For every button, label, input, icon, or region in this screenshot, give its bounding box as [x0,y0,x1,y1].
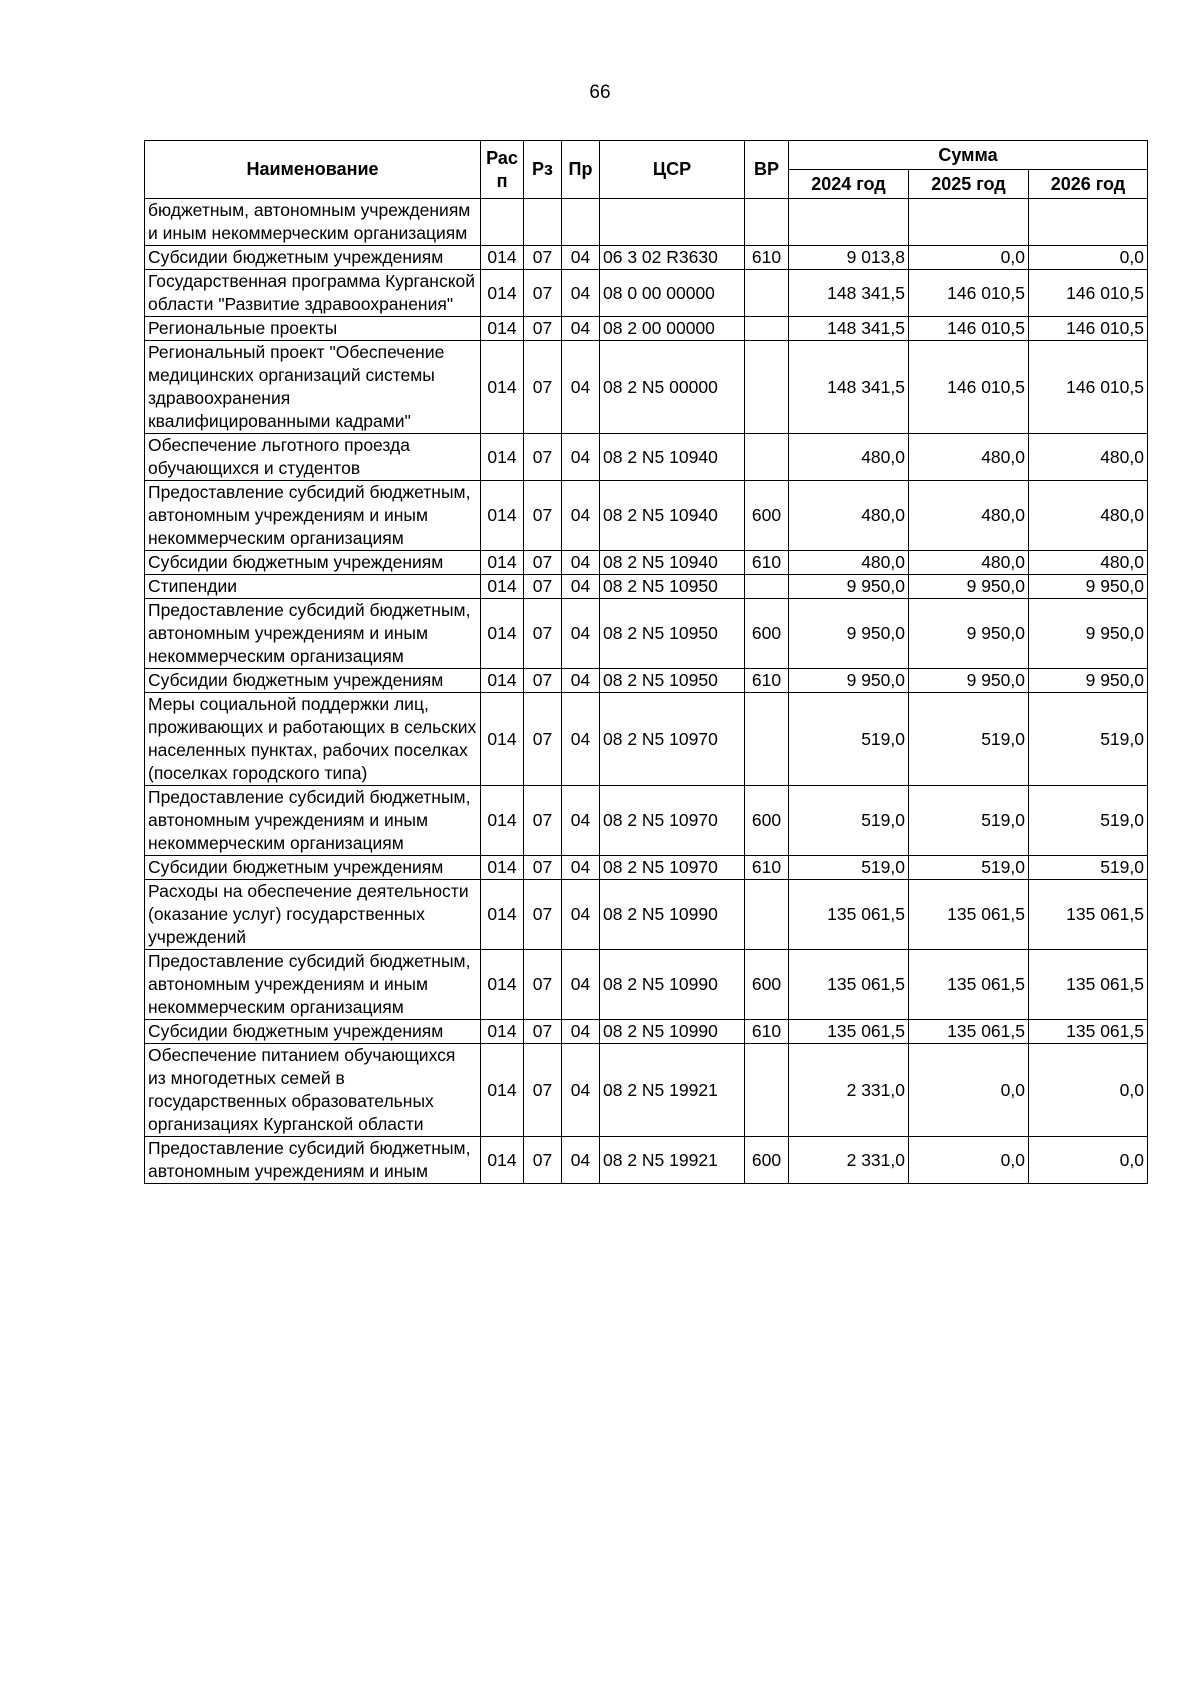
cell-pr: 04 [562,950,600,1020]
cell-vr [745,341,789,434]
cell-vr [745,693,789,786]
cell-pr: 04 [562,786,600,856]
cell-rz: 07 [524,856,562,880]
cell-name: Предоставление субсидий бюджетным, автономным учреждениям и иным [145,1137,481,1184]
table-row [145,786,1148,856]
cell-pr: 04 [562,246,600,270]
cell-vr: 610 [745,669,789,693]
cell-name: Меры социальной поддержки лиц, проживающих и работающих в сельских населенных пунктах, рабочих поселках (поселках городского типа) [145,693,481,786]
cell-2026: 519,0 [1029,693,1148,786]
cell-2025: 0,0 [909,246,1029,270]
cell-rasp: 014 [481,880,524,950]
cell-2025: 519,0 [909,856,1029,880]
cell-2025: 146 010,5 [909,317,1029,341]
cell-rasp: 014 [481,246,524,270]
cell-rasp: 014 [481,1020,524,1044]
cell-2026: 146 010,5 [1029,317,1148,341]
cell-2024: 519,0 [789,856,909,880]
cell-2026: 0,0 [1029,246,1148,270]
cell-name: Расходы на обеспечение деятельности (оказание услуг) государственных учреждений [145,880,481,950]
cell-rz: 07 [524,270,562,317]
page-number: 66 [589,82,611,103]
cell-rasp: 014 [481,481,524,551]
cell-2025: 135 061,5 [909,950,1029,1020]
cell-rz: 07 [524,880,562,950]
cell-pr: 04 [562,880,600,950]
table-row [145,246,1148,270]
cell-rasp: 014 [481,786,524,856]
cell-2026: 9 950,0 [1029,669,1148,693]
cell-rz: 07 [524,551,562,575]
cell-csr: 08 2 N5 10950 [600,599,745,669]
cell-vr [745,575,789,599]
cell-2026: 9 950,0 [1029,599,1148,669]
cell-name: Субсидии бюджетным учреждениям [145,669,481,693]
cell-vr: 610 [745,246,789,270]
cell-csr: 08 2 N5 10950 [600,669,745,693]
cell-name: Субсидии бюджетным учреждениям [145,246,481,270]
cell-pr: 04 [562,856,600,880]
cell-name: Субсидии бюджетным учреждениям [145,1020,481,1044]
cell-2026: 480,0 [1029,551,1148,575]
cell-rz: 07 [524,1020,562,1044]
cell-vr [745,317,789,341]
cell-2024: 519,0 [789,786,909,856]
budget-table [144,140,1148,1184]
header-year-2026: 2026 год [1029,170,1148,199]
cell-rasp: 014 [481,1137,524,1184]
cell-name: Предоставление субсидий бюджетным, автономным учреждениям и иным некоммерческим организациям [145,481,481,551]
cell-vr [745,199,789,246]
cell-rz: 07 [524,317,562,341]
cell-2025: 9 950,0 [909,575,1029,599]
cell-name: Региональные проекты [145,317,481,341]
cell-2025: 9 950,0 [909,599,1029,669]
cell-2025: 135 061,5 [909,1020,1029,1044]
cell-2024: 480,0 [789,551,909,575]
cell-name: Субсидии бюджетным учреждениям [145,551,481,575]
cell-csr: 08 2 N5 10970 [600,693,745,786]
cell-rz: 07 [524,341,562,434]
cell-vr: 600 [745,950,789,1020]
cell-name: Предоставление субсидий бюджетным, автономным учреждениям и иным некоммерческим организациям [145,786,481,856]
cell-2026: 0,0 [1029,1044,1148,1137]
cell-2024: 135 061,5 [789,950,909,1020]
header-pr: Пр [562,141,600,199]
cell-2025: 146 010,5 [909,270,1029,317]
cell-rz: 07 [524,434,562,481]
cell-vr: 610 [745,1020,789,1044]
cell-pr: 04 [562,1137,600,1184]
cell-2025: 0,0 [909,1137,1029,1184]
cell-2024: 148 341,5 [789,317,909,341]
cell-csr: 08 2 N5 19921 [600,1044,745,1137]
table-row [145,551,1148,575]
cell-rasp [481,199,524,246]
cell-2024: 148 341,5 [789,270,909,317]
cell-pr: 04 [562,341,600,434]
cell-2026: 480,0 [1029,481,1148,551]
cell-vr [745,434,789,481]
table-row [145,199,1148,246]
cell-pr: 04 [562,481,600,551]
cell-vr: 600 [745,481,789,551]
cell-2024: 135 061,5 [789,880,909,950]
header-rasp: Рас п [481,141,524,199]
cell-rasp: 014 [481,434,524,481]
cell-pr: 04 [562,1020,600,1044]
cell-2026: 135 061,5 [1029,950,1148,1020]
cell-csr: 08 2 N5 10970 [600,856,745,880]
cell-2025: 135 061,5 [909,880,1029,950]
cell-2024 [789,199,909,246]
table-row [145,693,1148,786]
cell-name: Стипендии [145,575,481,599]
cell-2026 [1029,199,1148,246]
cell-2024: 2 331,0 [789,1044,909,1137]
cell-2025: 146 010,5 [909,341,1029,434]
cell-2024: 9 950,0 [789,575,909,599]
cell-csr: 08 0 00 00000 [600,270,745,317]
table-row [145,341,1148,434]
table-row [145,1137,1148,1184]
cell-rz [524,199,562,246]
cell-2026: 0,0 [1029,1137,1148,1184]
cell-rasp: 014 [481,317,524,341]
cell-2025 [909,199,1029,246]
cell-rasp: 014 [481,950,524,1020]
cell-rz: 07 [524,575,562,599]
cell-vr [745,270,789,317]
cell-rasp: 014 [481,270,524,317]
cell-csr: 08 2 N5 10940 [600,551,745,575]
cell-2025: 480,0 [909,551,1029,575]
cell-csr: 08 2 00 00000 [600,317,745,341]
cell-rz: 07 [524,693,562,786]
cell-2026: 135 061,5 [1029,1020,1148,1044]
cell-2025: 519,0 [909,693,1029,786]
cell-csr: 08 2 N5 10990 [600,950,745,1020]
cell-2026: 9 950,0 [1029,575,1148,599]
cell-rz: 07 [524,481,562,551]
cell-2025: 0,0 [909,1044,1029,1137]
cell-pr: 04 [562,1044,600,1137]
cell-2024: 480,0 [789,481,909,551]
cell-2026: 519,0 [1029,856,1148,880]
cell-2025: 480,0 [909,481,1029,551]
cell-rasp: 014 [481,693,524,786]
cell-csr: 08 2 N5 10990 [600,1020,745,1044]
table-row [145,481,1148,551]
cell-2025: 480,0 [909,434,1029,481]
cell-rz: 07 [524,786,562,856]
cell-csr: 08 2 N5 00000 [600,341,745,434]
cell-2024: 135 061,5 [789,1020,909,1044]
cell-pr: 04 [562,434,600,481]
header-sum: Сумма [789,141,1148,170]
cell-rasp: 014 [481,575,524,599]
cell-pr: 04 [562,693,600,786]
cell-name: Обеспечение льготного проезда обучающихся и студентов [145,434,481,481]
cell-2024: 480,0 [789,434,909,481]
cell-2026: 146 010,5 [1029,341,1148,434]
cell-vr [745,1044,789,1137]
cell-2024: 9 950,0 [789,599,909,669]
cell-csr: 08 2 N5 10970 [600,786,745,856]
cell-vr [745,880,789,950]
cell-vr: 600 [745,599,789,669]
cell-name: Предоставление субсидий бюджетным, автономным учреждениям и иным некоммерческим организациям [145,599,481,669]
cell-name: Обеспечение питанием обучающихся из многодетных семей в государственных образовательных организациях Курганской области [145,1044,481,1137]
cell-rz: 07 [524,599,562,669]
table-row [145,669,1148,693]
cell-rz: 07 [524,950,562,1020]
cell-pr [562,199,600,246]
cell-2024: 9 950,0 [789,669,909,693]
cell-pr: 04 [562,575,600,599]
cell-pr: 04 [562,551,600,575]
table-row [145,575,1148,599]
cell-vr: 600 [745,786,789,856]
cell-rasp: 014 [481,669,524,693]
cell-rasp: 014 [481,551,524,575]
cell-rasp: 014 [481,599,524,669]
cell-pr: 04 [562,669,600,693]
cell-csr: 08 2 N5 10950 [600,575,745,599]
cell-rz: 07 [524,1044,562,1137]
header-vr: ВР [745,141,789,199]
cell-pr: 04 [562,317,600,341]
table-body [145,199,1148,1184]
cell-2025: 9 950,0 [909,669,1029,693]
cell-csr: 08 2 N5 19921 [600,1137,745,1184]
table-row [145,599,1148,669]
table-row [145,880,1148,950]
cell-name: Субсидии бюджетным учреждениям [145,856,481,880]
cell-2024: 2 331,0 [789,1137,909,1184]
table-row [145,317,1148,341]
cell-rasp: 014 [481,341,524,434]
cell-2024: 148 341,5 [789,341,909,434]
cell-csr: 08 2 N5 10990 [600,880,745,950]
cell-2026: 519,0 [1029,786,1148,856]
cell-2025: 519,0 [909,786,1029,856]
cell-2026: 480,0 [1029,434,1148,481]
cell-2026: 146 010,5 [1029,270,1148,317]
header-year-2025: 2025 год [909,170,1029,199]
cell-csr: 08 2 N5 10940 [600,434,745,481]
table-row [145,856,1148,880]
cell-csr [600,199,745,246]
header-csr: ЦСР [600,141,745,199]
cell-pr: 04 [562,599,600,669]
cell-2024: 519,0 [789,693,909,786]
table-row [145,1044,1148,1137]
cell-rasp: 014 [481,1044,524,1137]
cell-2026: 135 061,5 [1029,880,1148,950]
cell-pr: 04 [562,270,600,317]
cell-2024: 9 013,8 [789,246,909,270]
table-row [145,950,1148,1020]
cell-rz: 07 [524,669,562,693]
cell-rasp: 014 [481,856,524,880]
cell-name: Предоставление субсидий бюджетным, автономным учреждениям и иным некоммерческим организациям [145,950,481,1020]
header-rz: Рз [524,141,562,199]
header-year-2024: 2024 год [789,170,909,199]
cell-vr: 600 [745,1137,789,1184]
header-name: Наименование [145,141,481,199]
cell-rz: 07 [524,246,562,270]
table-row [145,270,1148,317]
table-header [145,141,1148,199]
cell-name: Государственная программа Курганской области "Развитие здравоохранения" [145,270,481,317]
cell-csr: 08 2 N5 10940 [600,481,745,551]
table-row [145,434,1148,481]
cell-rz: 07 [524,1137,562,1184]
cell-name: бюджетным, автономным учреждениям и иным некоммерческим организациям [145,199,481,246]
cell-vr: 610 [745,551,789,575]
cell-vr: 610 [745,856,789,880]
table-row [145,1020,1148,1044]
cell-name: Региональный проект "Обеспечение медицинских организаций системы здравоохранения квалифицированными кадрами" [145,341,481,434]
cell-csr: 06 3 02 R3630 [600,246,745,270]
